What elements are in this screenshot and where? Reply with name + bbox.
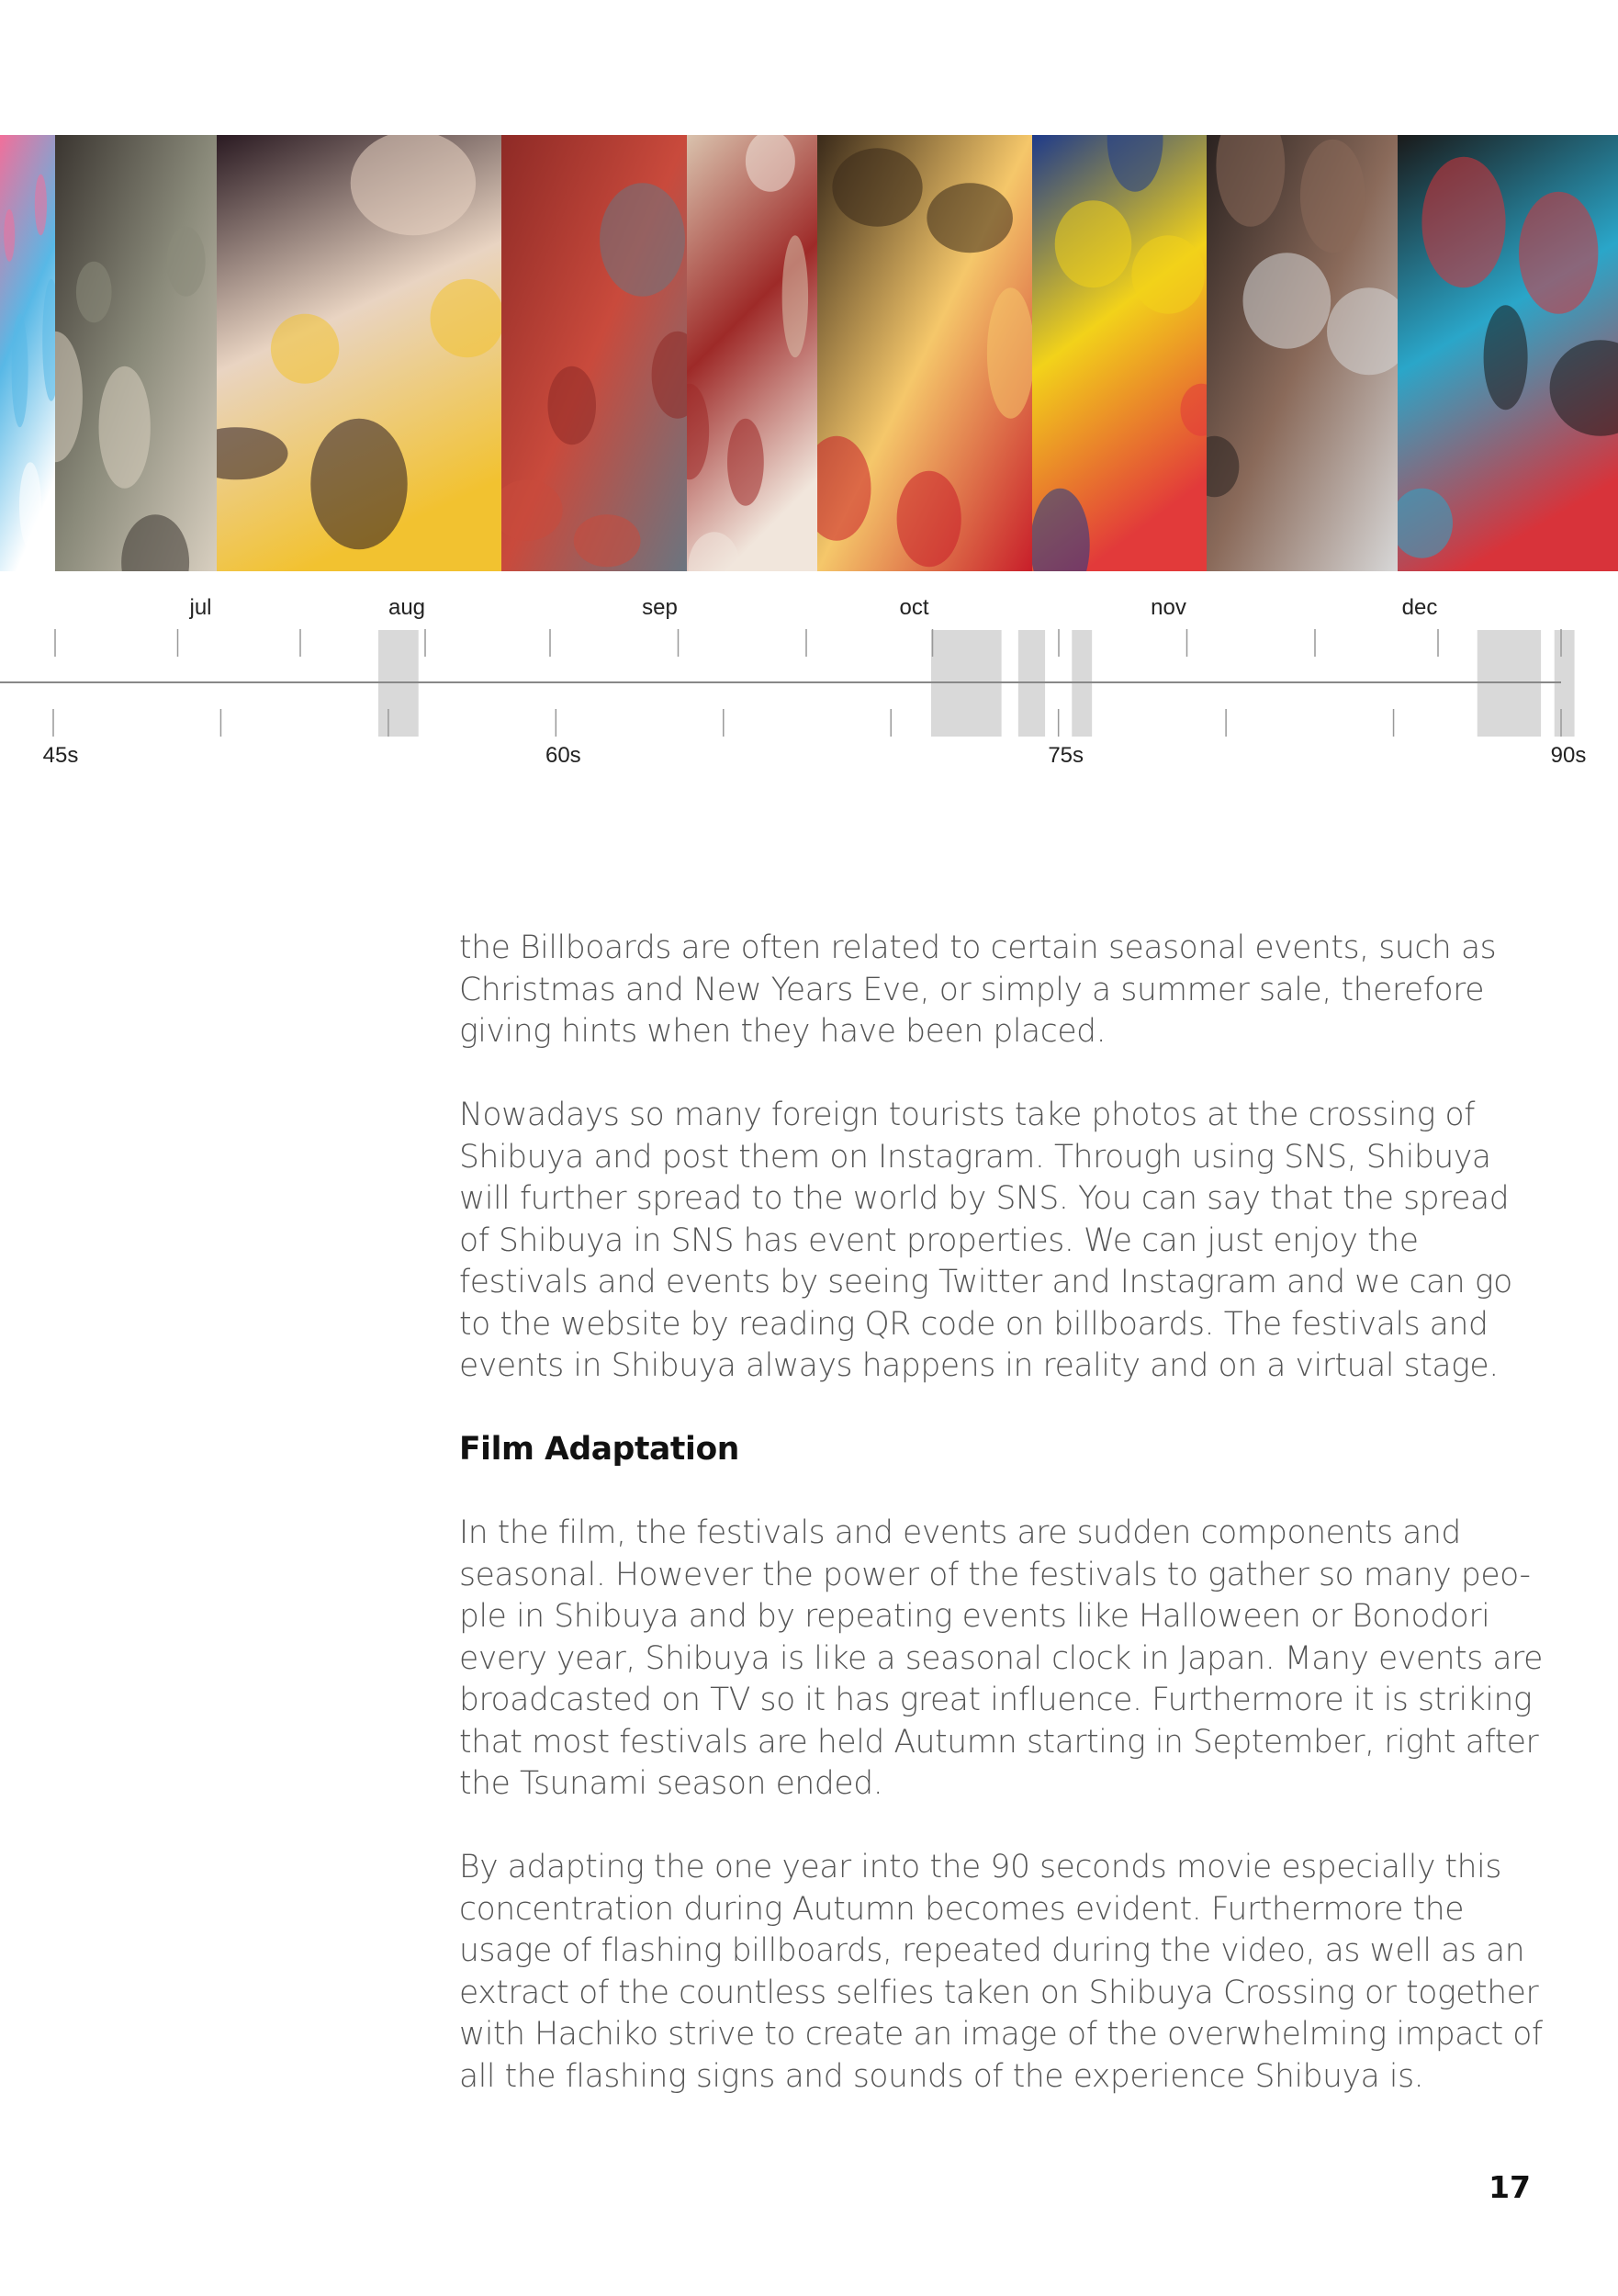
paragraph-film-festivals: In the film, the festivals and events are sudden components and seasonal. However the power of the festivals to gather so many peo-ple in Shibuya and by repeating events like Halloween or Bonodori every year, Shibuya is like a seasonal clock in Japan. Many events are broadcasted on TV so it has great influence. Furthermore it is striking that most festivals are held Autumn starting in September, right after the Tsunami season ended. <box>459 1514 1544 1802</box>
month-label-nov: nov <box>1151 595 1186 620</box>
new-year-crowd-photo <box>1207 135 1398 571</box>
photo-strip <box>0 135 1618 571</box>
crowd-crossing-photo <box>55 135 217 571</box>
second-label-75s: 75s <box>1048 743 1084 768</box>
month-label-jul: jul <box>189 595 212 620</box>
page-number: 17 <box>1489 2169 1531 2205</box>
timeline <box>0 571 1618 810</box>
paragraph-film-adaptation: By adapting the one year into the 90 seconds movie especially this concentration during Autumn becomes evident. Furthermore the usage of flashing billboards, repeated during the video, as well as an extract of the countless selfies taken on Shibuya Crossing or together with Hachiko strive to create an image of the overwhelming impact of all the flashing signs and sounds of the experience Shibuya is. <box>459 1849 1543 2095</box>
paragraph-sns: Nowadays so many foreign tourists take photos at the crossing of Shibuya and post them on Instagram. Through using SNS, Shibuya will further spread to the world by SNS. You can say that the spread of Shibuya in SNS has event properties. We can just enjoy the festivals and events by seeing Twitter and Instagram and we can go to the website by reading QR code on billboards. The festivals and events in Shibuya always happens in reality and on a virtual stage. <box>459 1097 1512 1384</box>
article-text <box>459 928 1543 2140</box>
month-label-oct: oct <box>899 595 929 620</box>
second-label-60s: 60s <box>545 743 581 768</box>
giant-costume-photo <box>501 135 687 571</box>
month-label-dec: dec <box>1401 595 1438 620</box>
night-billboards-photo <box>1398 135 1618 571</box>
month-label-sep: sep <box>642 595 678 620</box>
paragraph-billboards: the Billboards are often related to certain seasonal events, such as Christmas and New Years Eve, or simply a summer sale, therefore giving hints when they have been placed. <box>459 929 1497 1050</box>
second-label-45s: 45s <box>42 743 79 768</box>
month-label-aug: aug <box>388 595 426 620</box>
christmas-lights-hachiko-photo <box>817 135 1032 571</box>
halloween-costume-photo <box>217 135 501 571</box>
shibuya-center-gai-photo <box>1032 135 1207 571</box>
zombie-makeup-photo <box>687 135 817 571</box>
section-heading: Film Adaptation <box>459 1431 739 1468</box>
second-label-90s: 90s <box>1550 743 1587 768</box>
festival-dancer-photo <box>0 135 55 571</box>
